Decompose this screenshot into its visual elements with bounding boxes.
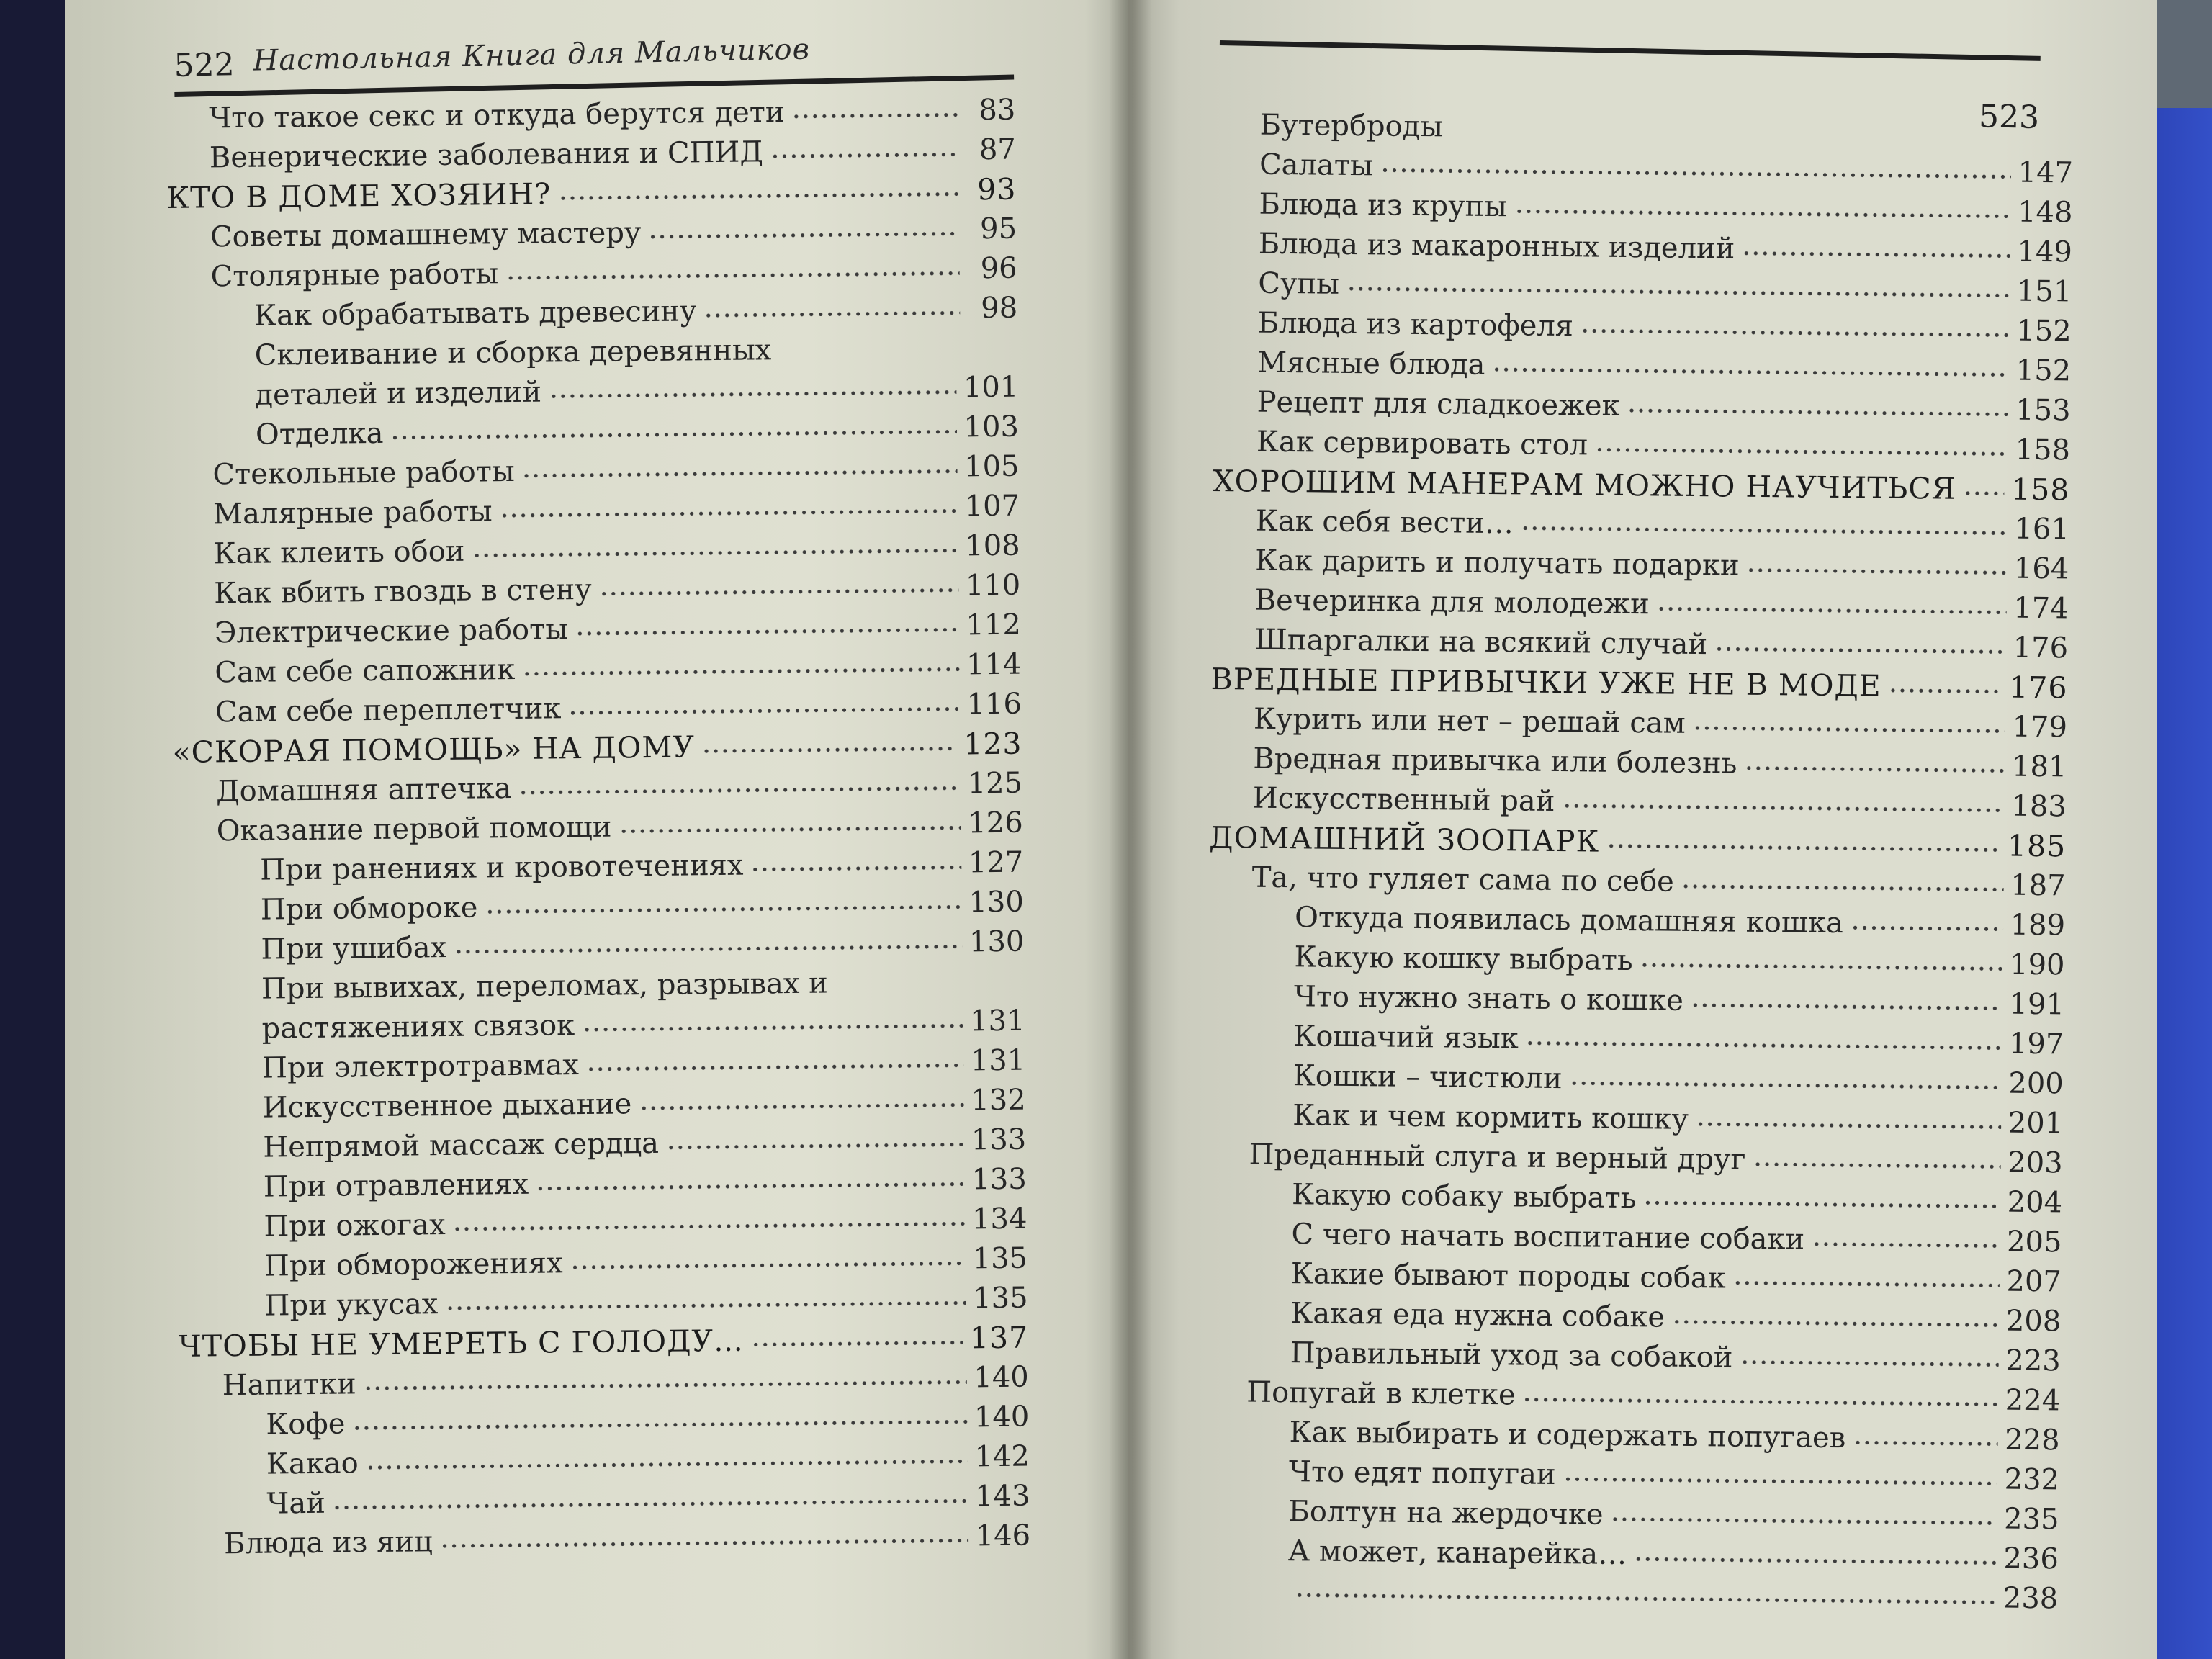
dot-leader (500, 507, 958, 521)
dot-leader (599, 586, 958, 598)
dot-leader (1714, 644, 2006, 656)
toc-entry-page: 205 (2006, 1225, 2062, 1259)
toc-entry-page: 134 (971, 1202, 1028, 1236)
toc-entry (1215, 180, 2073, 228)
toc-entry-title: Мясные блюда (1256, 346, 1485, 382)
background-left-dark (0, 0, 65, 1659)
dot-leader (1595, 446, 2008, 459)
toc-entry-page: 189 (2010, 908, 2066, 943)
toc-entry (1207, 1012, 2064, 1060)
toc-entry-page: 131 (969, 1004, 1025, 1038)
right-page-number: 523 (1978, 98, 2040, 136)
toc-entry (1211, 616, 2069, 664)
toc-entry (1207, 1051, 2064, 1100)
toc-entry (1205, 1210, 2062, 1258)
toc-entry (1210, 695, 2068, 743)
toc-entry (1208, 893, 2066, 941)
toc-entry (1208, 972, 2065, 1020)
toc-entry (1216, 140, 2074, 189)
dot-leader (1523, 1395, 1998, 1409)
toc-entry-page: 133 (971, 1162, 1028, 1197)
dot-leader (1610, 1515, 1997, 1528)
toc-entry-page: 114 (966, 647, 1022, 682)
toc-entry-title: Блюда из крупы (1259, 187, 1508, 224)
dot-leader (575, 626, 959, 639)
dot-leader (485, 902, 961, 916)
toc-entry-page: 140 (974, 1400, 1030, 1434)
toc-entry-title: Домашняя аптечка (215, 772, 512, 809)
toc-entry-title: При вывихах, переломах, разрывах и (261, 966, 829, 1006)
toc-entry-title: Как сервировать стол (1256, 425, 1588, 462)
right-toc-list (1201, 101, 2074, 1614)
toc-entry-page: 130 (968, 925, 1025, 959)
dot-leader (1753, 1160, 2000, 1172)
toc-entry-title: Столярные работы (210, 257, 499, 294)
dot-leader (1889, 686, 2002, 696)
toc-entry-page: 135 (972, 1281, 1028, 1316)
dot-leader (619, 823, 961, 835)
dot-leader (1657, 604, 2007, 616)
dot-leader (1526, 1039, 2002, 1053)
toc-entry-title: ДОМАШНИЙ ЗООПАРК (1209, 819, 1600, 859)
dot-leader (1581, 326, 2009, 339)
toc-entry-title: Какао (266, 1447, 359, 1481)
toc-entry-page: 137 (969, 1320, 1029, 1356)
toc-entry-page: 125 (967, 766, 1023, 801)
toc-entry-title: Откуда появилась домашняя кошка (1294, 901, 1844, 940)
toc-entry-title: Как себя вести… (1255, 504, 1514, 541)
toc-entry-title: Как вбить гвоздь в стену (214, 572, 592, 611)
toc-entry (1208, 932, 2065, 981)
toc-entry-page: 204 (2007, 1185, 2063, 1220)
toc-entry-page: 236 (2003, 1542, 2059, 1576)
dot-leader (792, 110, 958, 120)
dot-leader (1681, 882, 2004, 894)
dot-leader (1640, 961, 2003, 973)
dot-leader (1346, 284, 2010, 300)
toc-entry-page: 201 (2008, 1106, 2064, 1141)
toc-entry (1205, 1249, 2062, 1298)
toc-entry-title: Курить или нет – решай сам (1253, 702, 1686, 740)
toc-entry-page: 238 (2002, 1581, 2059, 1616)
toc-entry-title: Искусственное дыхание (262, 1087, 632, 1125)
toc-entry-title: Как дарить и получать подарки (1255, 544, 1740, 583)
dot-leader (835, 981, 967, 992)
toc-entry (1206, 1091, 2064, 1139)
toc-entry (1208, 853, 2066, 902)
toc-entry-page: 123 (963, 726, 1022, 762)
toc-entry (1204, 1289, 2062, 1337)
dot-leader (454, 942, 962, 956)
toc-entry-page: 131 (970, 1043, 1026, 1078)
toc-entry-page: 135 (972, 1241, 1028, 1276)
dot-leader (704, 308, 961, 320)
toc-entry (1204, 1328, 2062, 1377)
toc-entry-title: При электротравмах (261, 1048, 580, 1085)
dot-leader (1693, 724, 2005, 736)
dot-leader (1521, 523, 2008, 537)
toc-entry-title: Венерические заболевания и СПИД (209, 135, 764, 175)
dot-leader (1380, 166, 2011, 181)
dot-leader (1853, 1438, 1997, 1448)
toc-entry-page: 130 (968, 885, 1025, 920)
toc-entry-page: 164 (2013, 552, 2069, 586)
dot-leader (770, 150, 958, 161)
toc-entry-title: Рецепт для сладкоежек (1256, 385, 1620, 423)
toc-entry-title: Оказание первой помощи (216, 810, 612, 848)
toc-entry-title: Правильный уход за собакой (1290, 1336, 1733, 1375)
dot-leader (1746, 566, 2006, 577)
toc-entry-page: 149 (2017, 235, 2073, 269)
toc-entry-page: 126 (968, 806, 1023, 840)
dot-leader (1514, 207, 2010, 220)
toc-entry-title: Какие бывают породы собак (1290, 1257, 1726, 1295)
toc-entry-page: 98 (981, 291, 1018, 325)
toc-entry-page: 176 (2009, 670, 2068, 706)
toc-entry-page: 110 (965, 568, 1021, 603)
toc-entry (1202, 1408, 2060, 1456)
toc-entry-page: 179 (2012, 710, 2068, 745)
toc-entry-title: Искусственный рай (1252, 781, 1555, 818)
toc-entry-page: 96 (980, 251, 1017, 286)
toc-entry-title: С чего начать воспитание собаки (1291, 1218, 1805, 1256)
toc-entry-page: 152 (2016, 314, 2072, 349)
toc-entry-title: деталей и изделий (255, 375, 542, 412)
toc-entry-page: 190 (2009, 948, 2065, 982)
dot-leader (1562, 801, 2004, 814)
toc-entry-title: А может, канарейка… (1287, 1534, 1627, 1572)
toc-entry-page: 142 (974, 1439, 1030, 1474)
toc-entry-page: 235 (2003, 1502, 2059, 1537)
toc-entry-page: 181 (2011, 750, 2067, 784)
toc-entry (1212, 536, 2069, 585)
toc-entry-title: Бутерброды (1259, 108, 1444, 144)
toc-entry-page: 151 (2016, 274, 2072, 309)
dot-leader (750, 863, 961, 873)
toc-entry-title: При ожогах (264, 1208, 446, 1244)
dot-leader (1964, 489, 2005, 498)
toc-entry-page: 187 (2010, 868, 2066, 903)
toc-entry-title: Вечеринка для молодежи (1254, 583, 1650, 621)
toc-entry-title: Болтун на жердочке (1288, 1495, 1604, 1532)
toc-entry-page: 107 (964, 489, 1020, 523)
toc-entry (1213, 418, 2071, 466)
toc-entry-page: 183 (2011, 789, 2067, 824)
toc-entry-page: 147 (2018, 156, 2074, 190)
toc-entry-title: Чай (266, 1486, 326, 1521)
dot-leader (518, 783, 961, 796)
toc-entry-title: Преданный слуга и верный друг (1249, 1138, 1746, 1177)
toc-entry-title: Стекольные работы (212, 454, 515, 492)
toc-entry-page: 143 (974, 1479, 1030, 1514)
dot-leader (536, 1179, 964, 1192)
toc-entry-title: Что едят попугаи (1288, 1455, 1556, 1492)
toc-entry-page: 95 (979, 212, 1017, 246)
dot-leader (352, 1417, 967, 1432)
dot-leader (445, 1298, 966, 1313)
toc-entry-page: 152 (2015, 354, 2072, 388)
toc-entry (1210, 734, 2067, 783)
dot-leader (751, 1339, 963, 1349)
toc-entry-page: 103 (963, 410, 1020, 444)
toc-entry-page: 176 (2013, 631, 2069, 665)
dot-leader (1696, 1120, 2001, 1131)
toc-entry-title: Блюда из яиц (223, 1525, 433, 1561)
dot-leader (1742, 249, 2010, 261)
toc-entry-page: 207 (2006, 1264, 2062, 1299)
toc-entry-title: Как выбирать и содержать попугаев (1289, 1416, 1846, 1455)
dot-leader (1740, 1358, 1998, 1370)
toc-entry-title: Сам себе переплетчик (215, 692, 562, 729)
dot-leader (1744, 764, 2005, 775)
toc-entry-title: Какая еда нужна собаке (1290, 1297, 1665, 1334)
toc-entry-title: Супы (1258, 266, 1340, 301)
toc-entry-title: КТО В ДОМЕ ХОЗЯИН? (166, 176, 552, 215)
toc-entry-page: 228 (2004, 1423, 2060, 1457)
toc-entry-page: 146 (975, 1519, 1031, 1553)
toc-entry-title: Блюда из картофеля (1257, 306, 1574, 343)
dot-leader (586, 1061, 963, 1073)
toc-entry (1210, 774, 2067, 822)
toc-entry-title: Как клеить обои (213, 534, 465, 571)
toc-entry (1205, 1130, 2063, 1179)
toc-entry-page: 148 (2017, 195, 2073, 230)
toc-entry-page: 112 (966, 608, 1022, 642)
toc-entry (1202, 1487, 2059, 1535)
toc-entry-title: Вредная привычка или болезнь (1253, 742, 1737, 781)
toc-entry-title: При отравлениях (263, 1167, 529, 1204)
toc-entry-title: Кофе (266, 1407, 346, 1442)
toc-entry-title: Склеивание и сборка деревянных (254, 333, 772, 372)
dot-leader (1812, 1240, 2000, 1251)
dot-leader (1851, 923, 2003, 933)
toc-entry-page: 200 (2008, 1066, 2064, 1101)
toc-entry-title: Та, что гуляет сама по себе (1251, 860, 1675, 899)
dot-leader (390, 428, 956, 442)
dot-leader (1450, 127, 2016, 141)
dot-leader (558, 189, 958, 202)
toc-entry-title: Кошачий язык (1293, 1020, 1519, 1056)
toc-entry-title: Что такое секс и откуда берутся дети (209, 96, 785, 135)
toc-entry (1213, 378, 2071, 426)
toc-entry-title: Шпаргалки на всякий случай (1254, 623, 1708, 662)
dot-leader (1563, 1475, 1997, 1488)
running-header-title: Настольная Книга для Мальчиков (252, 32, 811, 78)
toc-entry (1202, 1447, 2060, 1496)
dot-leader (1295, 1591, 1996, 1606)
dot-leader (648, 229, 959, 241)
toc-entry-page: 174 (2013, 591, 2069, 626)
toc-entry-page: 191 (2009, 987, 2065, 1022)
toc-entry-page: 203 (2008, 1146, 2063, 1180)
dot-leader (1627, 406, 2008, 419)
toc-entry-title: Как обрабатывать древесину (253, 295, 697, 333)
toc-entry-page: 223 (2005, 1344, 2061, 1378)
toc-entry-page: 87 (979, 132, 1017, 167)
toc-entry-title: Советы домашнему мастеру (210, 216, 642, 254)
toc-entry-page: 105 (963, 449, 1020, 484)
dot-leader (639, 1100, 963, 1112)
toc-entry-page: 101 (963, 370, 1019, 405)
dot-leader (505, 269, 960, 282)
dot-leader (568, 705, 959, 718)
toc-entry-page: 161 (2014, 512, 2070, 547)
toc-section-heading (1209, 814, 2067, 862)
dot-leader (522, 467, 958, 480)
toc-entry (1205, 1170, 2063, 1218)
left-toc-list (166, 86, 1030, 1560)
dot-leader (1733, 1279, 2000, 1290)
toc-entry (1215, 220, 2073, 268)
toc-entry-page: 197 (2008, 1027, 2064, 1061)
toc-entry-page: 232 (2004, 1462, 2060, 1497)
toc-entry-page: 185 (2007, 828, 2067, 864)
dot-leader (333, 1496, 968, 1511)
left-page-number: 522 (174, 46, 235, 84)
toc-entry-title: При ушибах (261, 930, 447, 966)
toc-entry-title: Сам себе сапожник (215, 652, 516, 690)
toc-entry-page: 208 (2005, 1304, 2062, 1339)
dot-leader (582, 1021, 963, 1034)
toc-entry (1215, 299, 2072, 347)
dot-leader (472, 547, 958, 560)
toc-entry-page: 83 (979, 93, 1016, 127)
dot-leader (364, 1377, 967, 1393)
toc-entry-title: Кошки – чистюли (1292, 1059, 1563, 1096)
toc-entry-page: 140 (974, 1360, 1029, 1395)
dot-leader (1672, 1318, 1999, 1330)
toc-section-heading (1210, 655, 2068, 706)
toc-entry-title: Салаты (1259, 148, 1373, 183)
toc-entry-title: Малярные работы (212, 495, 493, 531)
toc-entry-title: При ранениях и кровотечениях (260, 848, 744, 887)
toc-entry-title: Непрямой массаж сердца (263, 1126, 660, 1164)
toc-section-heading (1213, 457, 2070, 508)
toc-entry (1216, 101, 2074, 149)
dot-leader (1643, 1198, 2000, 1210)
toc-entry-title: растяжениях связок (261, 1009, 575, 1046)
toc-entry-title: Как и чем кормить кошку (1292, 1099, 1689, 1136)
toc-entry-title: Что нужно знать о кошке (1293, 980, 1684, 1017)
toc-entry-title: Блюда из макаронных изделий (1258, 227, 1735, 266)
toc-entry-page: 133 (971, 1123, 1027, 1157)
dot-leader (1634, 1555, 1996, 1567)
toc-entry-title: Какую собаку выбрать (1291, 1178, 1637, 1215)
toc-entry (1202, 1527, 2059, 1575)
toc-entry-title: «СКОРАЯ ПОМОЩЬ» НА ДОМУ (172, 729, 696, 770)
dot-leader (1570, 1079, 2002, 1092)
toc-entry-page: 132 (971, 1083, 1026, 1118)
dot-leader (570, 1259, 966, 1272)
toc-entry-title: При обмороке (260, 891, 478, 927)
dot-leader (1606, 842, 2000, 855)
toc-entry-page: 158 (2015, 433, 2071, 467)
dot-leader (453, 1219, 966, 1233)
toc-entry-title: Электрические работы (214, 613, 569, 650)
dot-leader (440, 1536, 968, 1550)
toc-entry-page: 158 (2010, 472, 2070, 508)
dot-leader (666, 1140, 964, 1151)
dot-leader (1691, 1001, 2002, 1013)
toc-entry (1203, 1368, 2061, 1416)
toc-entry-title: Напитки (222, 1367, 356, 1403)
toc-entry-page: 108 (965, 529, 1020, 563)
dot-leader (549, 388, 956, 401)
toc-entry (1214, 338, 2072, 387)
toc-entry-page: 127 (968, 845, 1024, 880)
dot-leader (366, 1457, 968, 1472)
toc-entry-title: Попугай в клетке (1246, 1375, 1516, 1412)
dot-leader (702, 745, 956, 756)
book-gutter (1109, 0, 1152, 1659)
toc-entry-page: 153 (2015, 393, 2071, 428)
toc-entry-title: ЧТОБЫ НЕ УМЕРЕТЬ С ГОЛОДУ… (178, 1323, 745, 1364)
toc-entry-page: 224 (2005, 1383, 2061, 1418)
toc-entry-title: ХОРОШИМ МАНЕРАМ МОЖНО НАУЧИТЬСЯ (1213, 463, 1956, 506)
dot-leader (1492, 365, 2008, 379)
dot-leader (522, 665, 959, 678)
toc-entry-title: ВРЕДНЫЕ ПРИВЫЧКИ УЖЕ НЕ В МОДЕ (1210, 661, 1881, 703)
toc-entry-title: Какую кошку выбрать (1294, 940, 1633, 978)
toc-entry-page: 93 (977, 171, 1017, 207)
toc-entry (1212, 576, 2069, 624)
toc-entry-title: При обморожениях (264, 1246, 563, 1283)
toc-entry-page: 116 (966, 687, 1022, 721)
toc-entry-title: При укусах (264, 1287, 439, 1323)
dot-leader (778, 348, 961, 359)
toc-entry-title: Отделка (255, 416, 384, 451)
